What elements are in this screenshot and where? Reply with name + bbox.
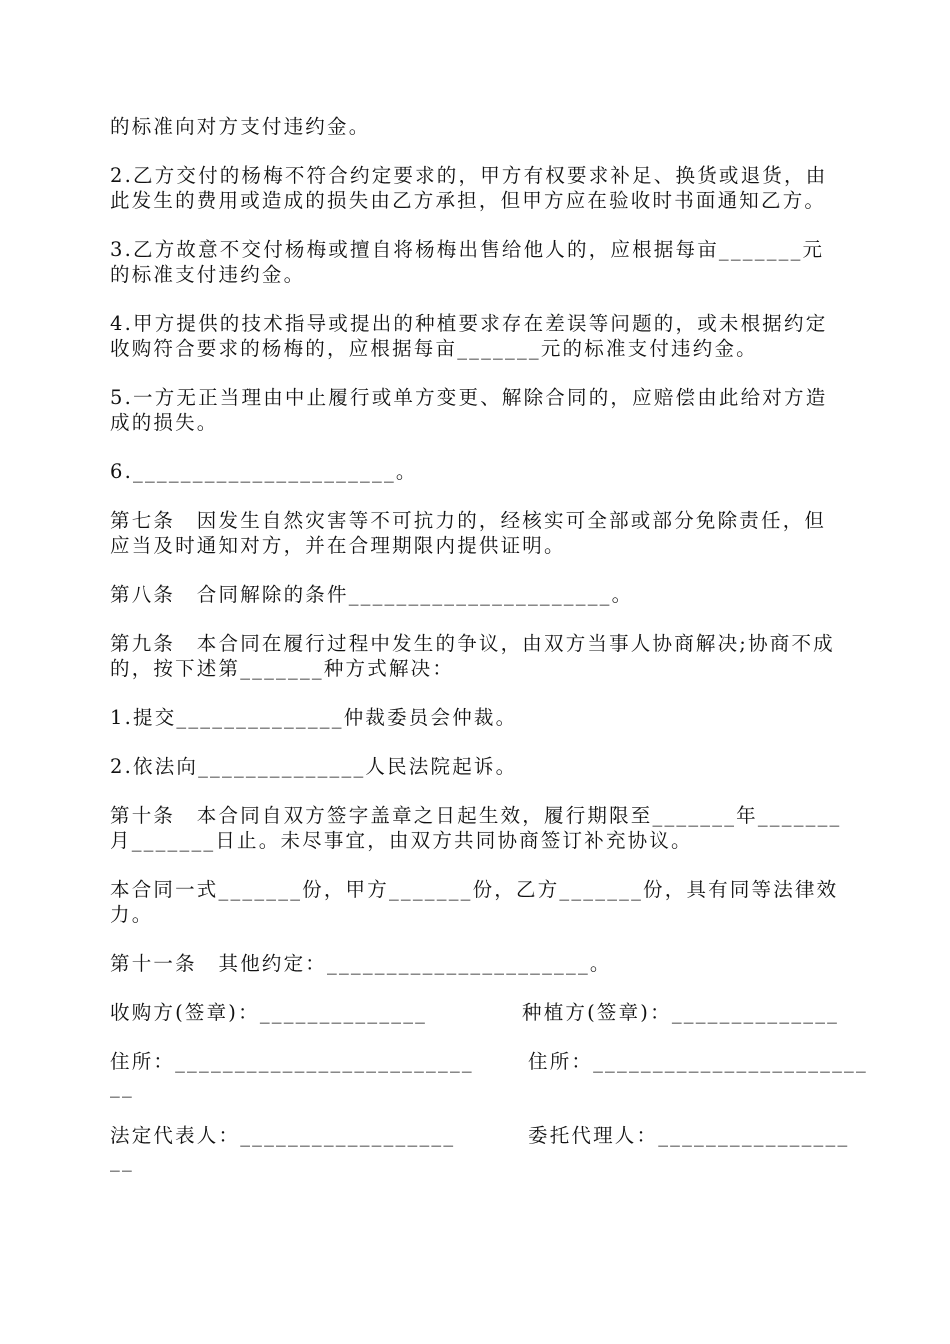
contract-page [110, 114, 868, 1197]
paragraph-clause-6: 6.______________________。 [110, 460, 418, 483]
paragraph-penalty-standard: 的标准向对方支付违约金。 [110, 115, 371, 138]
buyer-signature-field: 收购方(签章)：______________ [110, 1001, 428, 1024]
planter-signature-field: 种植方(签章)：______________ [522, 1001, 840, 1024]
paragraph-clause-3: 3.乙方故意不交付杨梅或擅自将杨梅出售给他人的，应根据每亩_______元的标准支付违约金。 [110, 238, 825, 286]
paragraph-clause-5: 5.一方无正当理由中止履行或单方变更、解除合同的，应赔偿由此给对方造成的损失。 [110, 386, 828, 434]
article-8: 第八条 合同解除的条件______________________。 [110, 583, 634, 606]
planter-address-field: 住所：_______________________ [528, 1050, 868, 1073]
article-10: 第十条 本合同自双方签字盖章之日起生效，履行期限至_______年_______月_______日止。未尽事宜，由双方共同协商签订补充协议。 [110, 804, 842, 852]
dispute-option-2: 2.依法向______________人民法院起诉。 [110, 755, 518, 778]
article-9: 第九条 本合同在履行过程中发生的争议，由双方当事人协商解决;协商不成的，按下述第_______种方式解决： [110, 632, 835, 680]
buyer-address-field: 住所：_________________________ [110, 1050, 474, 1073]
paragraph-clause-4: 4.甲方提供的技术指导或提出的种植要求存在差误等问题的，或未根据约定收购符合要求的杨梅的，应根据每亩_______元的标准支付违约金。 [110, 312, 828, 360]
article-11: 第十一条 其他约定：______________________。 [110, 952, 612, 975]
dispute-option-1: 1.提交______________仲裁委员会仲裁。 [110, 706, 518, 729]
signature-row-address [110, 1049, 868, 1099]
paragraph-clause-2: 2.乙方交付的杨梅不符合约定要求的，甲方有权要求补足、换货或退货，由此发生的费用或造成的损失由乙方承担，但甲方应在验收时书面通知乙方。 [110, 164, 828, 212]
legal-representative-field: 法定代表人：__________________ [110, 1124, 456, 1147]
signature-row-representatives [110, 1123, 850, 1173]
representative-line-continuation: __ [110, 1149, 134, 1172]
address-line-continuation: __ [110, 1075, 134, 1098]
signature-row-parties [110, 1000, 842, 1025]
copies-clause: 本合同一式_______份，甲方_______份，乙方_______份，具有同等法律效力。 [110, 878, 839, 926]
article-7: 第七条 因发生自然灾害等不可抗力的，经核实可全部或部分免除责任，但应当及时通知对方，并在合理期限内提供证明。 [110, 509, 827, 557]
authorized-agent-field: 委托代理人：________________ [528, 1124, 850, 1147]
